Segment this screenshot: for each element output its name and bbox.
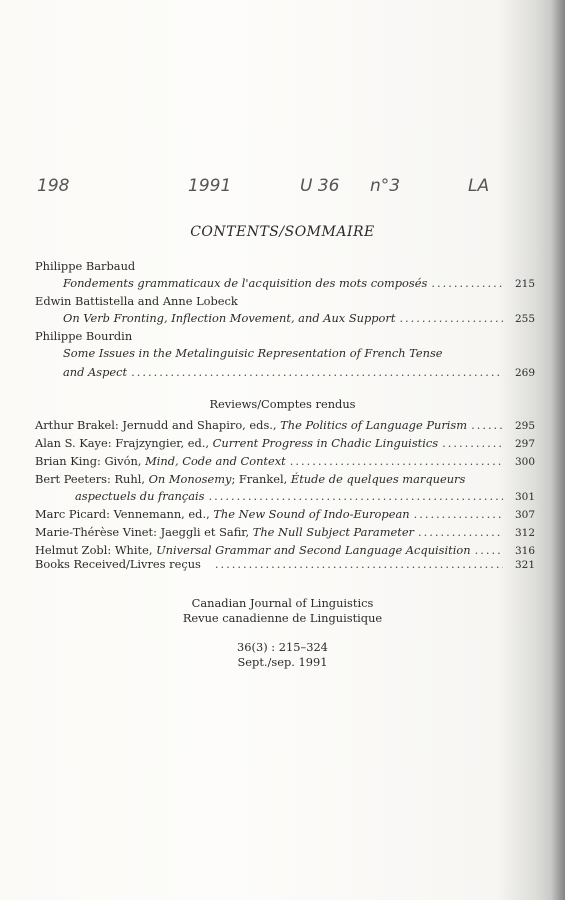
dot-leader <box>414 506 503 523</box>
dot-leader <box>442 435 503 452</box>
page-number: 297 <box>514 438 535 450</box>
review-title: aspectuels du français <box>75 489 205 503</box>
dot-leader <box>431 275 503 292</box>
page-number: 300 <box>514 456 535 468</box>
page-number: 295 <box>514 420 535 432</box>
page-number: 269 <box>514 367 535 379</box>
article-title: On Verb Fronting, Inflection Movement, and Aux Support <box>63 311 396 325</box>
review-title: Universal Grammar and Second Language Acquisition <box>156 543 471 557</box>
review-author: Arthur Brakel: Jernudd and Shapiro, eds., <box>35 418 277 432</box>
article-author: Philippe Bourdin <box>35 329 133 343</box>
review-author: Alan S. Kaye: Frajzyngier, ed., <box>35 436 210 450</box>
dot-leader <box>290 453 503 470</box>
journal-name-fr: Revue canadienne de Linguistique <box>182 611 383 625</box>
review-entry <box>35 488 535 506</box>
article-entry <box>35 364 535 382</box>
books-entry <box>35 556 535 574</box>
review-title: The Null Subject Parameter <box>252 525 415 539</box>
handwritten-note: n°3 <box>370 176 401 196</box>
review-separator: ; Frankel, <box>231 472 288 486</box>
issue-date: Sept./sep. 1991 <box>237 655 328 669</box>
article-entry <box>35 310 535 328</box>
books-received <box>35 556 535 574</box>
handwritten-annotations <box>0 176 565 206</box>
review-title: The Politics of Language Purism <box>280 418 468 432</box>
review-author: Helmut Zobl: White, <box>35 543 153 557</box>
volume-pages: 36(3) : 215–324 <box>237 640 328 654</box>
review-title: Étude de quelques marqueurs <box>290 472 466 486</box>
review-entry <box>35 524 535 542</box>
journal-name-en: Canadian Journal of Linguistics <box>191 596 374 610</box>
article-title-line: Some Issues in the Metalinguisic Representation of French Tense <box>63 346 443 360</box>
handwritten-note: LA <box>468 176 490 196</box>
handwritten-note: U 36 <box>300 176 340 196</box>
dot-leader <box>471 417 503 434</box>
article-title: and Aspect <box>63 365 128 379</box>
page-number: 321 <box>514 559 535 571</box>
article-title: Fondements grammaticaux de l'acquisition des mots composés <box>63 276 428 290</box>
review-entry <box>35 453 535 471</box>
page-edge-shadow <box>551 0 565 900</box>
issue-info <box>0 640 565 670</box>
page-number: 255 <box>514 313 535 325</box>
books-label: Books Received/Livres reçus <box>35 557 201 571</box>
dot-leader <box>418 524 503 541</box>
dot-leader <box>399 310 503 327</box>
journal-name <box>0 596 565 626</box>
page-number: 301 <box>514 491 535 503</box>
dot-leader <box>215 556 503 573</box>
page-title: CONTENTS/SOMMAIRE <box>190 224 375 240</box>
handwritten-note: 1991 <box>188 176 232 196</box>
page-number: 312 <box>514 527 535 539</box>
dot-leader <box>209 488 503 505</box>
page-number: 316 <box>514 545 535 557</box>
reviews-list <box>35 417 535 560</box>
dot-leader <box>131 364 503 381</box>
review-title: On Monosemy <box>148 472 232 486</box>
handwritten-note: 198 <box>37 176 70 196</box>
review-entry <box>35 471 535 488</box>
review-entry <box>35 417 535 435</box>
review-title: Current Progress in Chadic Linguistics <box>212 436 439 450</box>
review-entry <box>35 435 535 453</box>
page-number: 307 <box>514 509 535 521</box>
article-author: Philippe Barbaud <box>35 259 136 273</box>
reviews-heading: Reviews/Comptes rendus <box>209 397 356 411</box>
page-number: 215 <box>514 278 535 290</box>
article-author: Edwin Battistella and Anne Lobeck <box>35 294 238 308</box>
review-title: The New Sound of Indo-European <box>213 507 410 521</box>
review-author: Marc Picard: Vennemann, ed., <box>35 507 210 521</box>
review-title: Mind, Code and Context <box>145 454 286 468</box>
review-entry <box>35 506 535 524</box>
articles-list <box>35 258 535 382</box>
article-entry <box>35 275 535 293</box>
review-author: Marie-Thérèse Vinet: Jaeggli et Safir, <box>35 525 250 539</box>
review-author: Bert Peeters: Ruhl, <box>35 472 145 486</box>
review-author: Brian King: Givón, <box>35 454 142 468</box>
